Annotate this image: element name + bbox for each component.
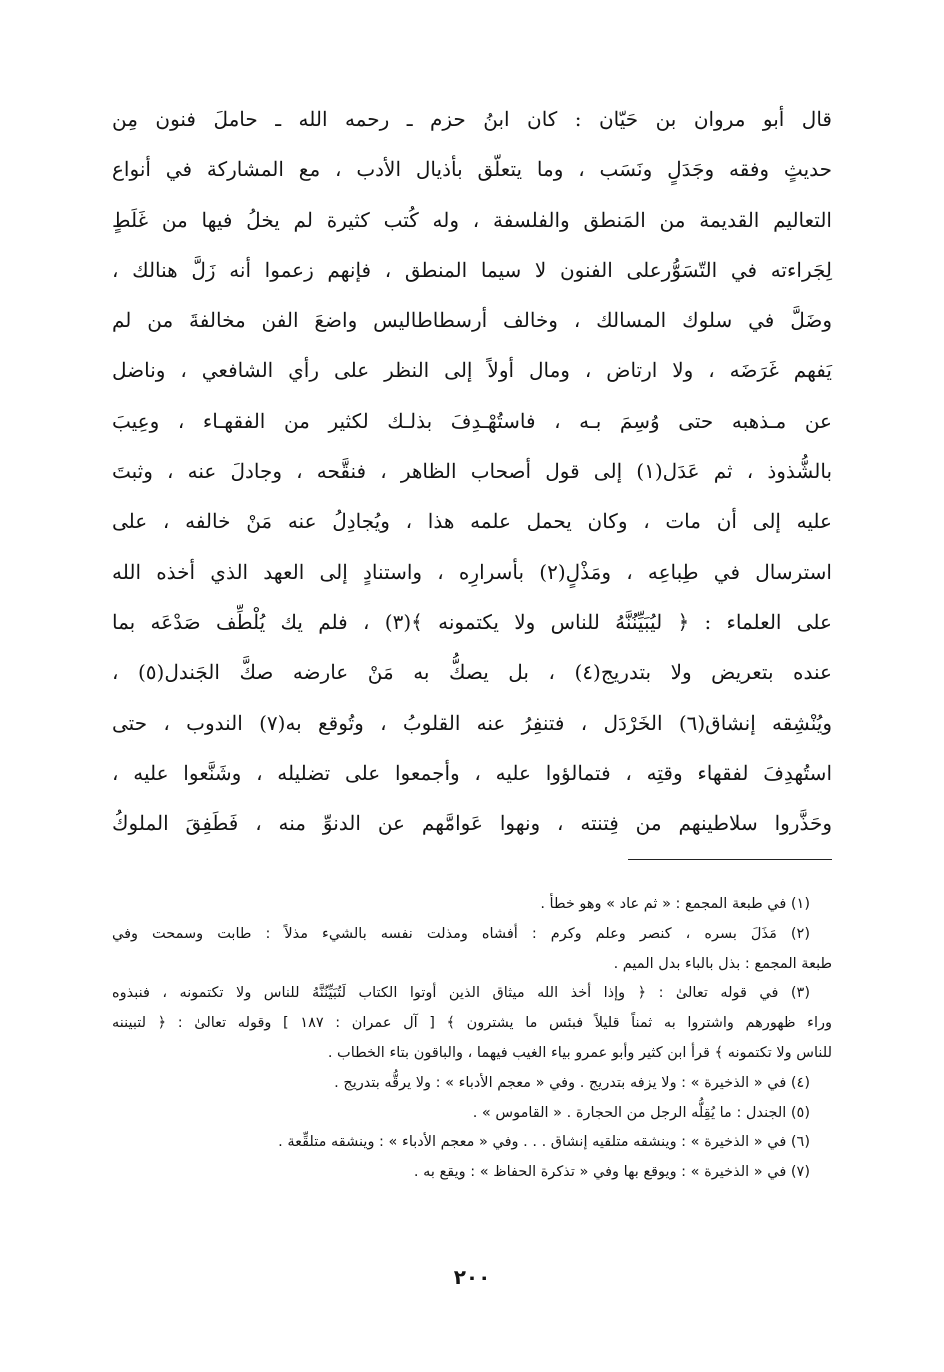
main-text-block	[112, 94, 832, 848]
footnote-separator	[628, 859, 832, 860]
footnote-4: (٤) في « الذخيرة » : ولا يزفه بتدريج . وفي « معجم الأدباء » : ولا يرقُّه بتدريج .	[334, 1074, 810, 1091]
footnote-7: (٧) في « الذخيرة » : ويوقع بها وفي « تذكرة الحفاظ » : ويقع به .	[413, 1164, 810, 1181]
page-number: ٢٠٠	[453, 1265, 491, 1289]
main-text-line: وضَلَّ في سلوك المسالك ، وخالف أرسطاطاليس واضعَ الفن مخالفةَ من لم	[112, 308, 832, 333]
footnote-2-continuation: طبعة المجمع : بذل بالباء بدل الميم .	[613, 955, 832, 972]
main-text-line: استرسال في طِباعِه ، ومَذْلٍ(٢) بأسرارِه ، واستنادٍ إلى العهد الذي أخذه الله	[112, 559, 832, 584]
main-text-line: التعاليم القديمة من المَنطق والفلسفة ، وله كُتب كثيرة لم يخلُ فيها من غَلَطٍ	[112, 207, 832, 232]
main-text-line: استُهدِفَ لفقهاء وقتِه ، فتمالؤوا عليه ، وأجمعوا على تضليله ، وشَنَّعوا عليه ،	[112, 760, 832, 785]
main-text-line: وحَذَّروا سلاطينهم من فِتنته ، ونهوا عَوامَّهم عن الدنوِّ منه ، فَطَفِقَ الملوكُ	[112, 811, 832, 836]
main-text-line: ويُنْشِقه إنشاق(٦) الخَرْدَل ، فتنفِرُ عنه القلوبُ ، وتُوقع به(٧) الندوب ، حتى	[112, 710, 832, 735]
footnote-3-continuation: وراء ظهورهم واشتروا به ثمناً قليلاً فبئس ما يشترون ﴾ [ آل عمران : ١٨٧ ] وقوله تعالىٰ : ﴿ لتبيننه	[112, 1015, 832, 1032]
footnote-2: (٢) مَذَلَ بسره ، كنصر وعلم وكرم : أفشاه ومذلت نفسه بالشيء مذلاً : طابت وسمحت وفي	[112, 925, 810, 942]
footnote-1: (١) في طبعة المجمع : « ثم عاد » وهو خطأ .	[540, 896, 810, 912]
footnotes-block	[112, 890, 832, 1188]
footnote-3-continuation: للناس ولا تكتمونه ﴾ قرأ ابن كثير وأبو عمرو بياء الغيب فيهما ، والباقون بتاء الخطاب .	[327, 1044, 832, 1061]
main-text-line: بالشُّذوذ ، ثم عَدَل(١) إلى قول أصحاب الظاهر ، فنقَّحه ، وجادلَ عنه ، وثبتَ	[112, 459, 833, 484]
footnote-3: (٣) في قوله تعالىٰ : ﴿ وإذا أخذ الله ميثاق الذين أوتوا الكتاب لَتُبَيِّنُنَّهُ للناس ولا تكتمونه ، فنبذوه	[112, 985, 810, 1002]
footnote-5: (٥) الجندل : ما يُقِلُّه الرجل من الحجارة . « القاموس » .	[472, 1104, 810, 1121]
footnote-6: (٦) في « الذخيرة » : وينشقه متلقيه إنشاق . . . وفي « معجم الأدباء » : وينشقه متلقِّعة .	[278, 1134, 810, 1151]
main-text-line: عنده بتعريض ولا بتدريج(٤) ، بل يصكُّ به مَنْ عارضه صكَّ الجَندل(٥) ،	[112, 660, 832, 685]
main-text-line: لِجَراءته في التّسَوُّرعلى الفنون لا سيما المنطق ، فإنهم زعموا أنه زَلَّ هنالك ،	[112, 257, 832, 282]
main-text-line: عن مـذهبه حتى وُسِمَ بـه ، فاستُهْـدِفَ بذلـك لكثير من الفقهـاء ، وعِيبَ	[112, 408, 832, 433]
main-text-line: يَفهم غَرَضَه ، ولا ارتاض ، ومال أولاً إلى النظر على رأي الشافعي ، وناضل	[112, 358, 832, 383]
main-text-line: عليه إلى أن مات ، وكان يحمل علمه هذا ، ويُجادِلُ عنه مَنْ خالفه ، على	[112, 509, 832, 534]
main-text-line: قال أبو مروان بن حَيّان : كان ابنُ حزم ـ رحمه الله ـ حاملَ فنون مِن	[112, 107, 832, 131]
main-text-line: حديثٍ وفقه وجَدَلٍ ونَسَب ، وما يتعلّق بأذيال الأدب ، مع المشاركة في أنواع	[112, 157, 832, 182]
main-text-line: على العلماء : ﴿ ليُبَيِّنُنَّهُ للناس ولا يكتمونه ﴾(٣) ، فلم يك يُلْطِّف صَدْعَه بما	[112, 609, 832, 634]
